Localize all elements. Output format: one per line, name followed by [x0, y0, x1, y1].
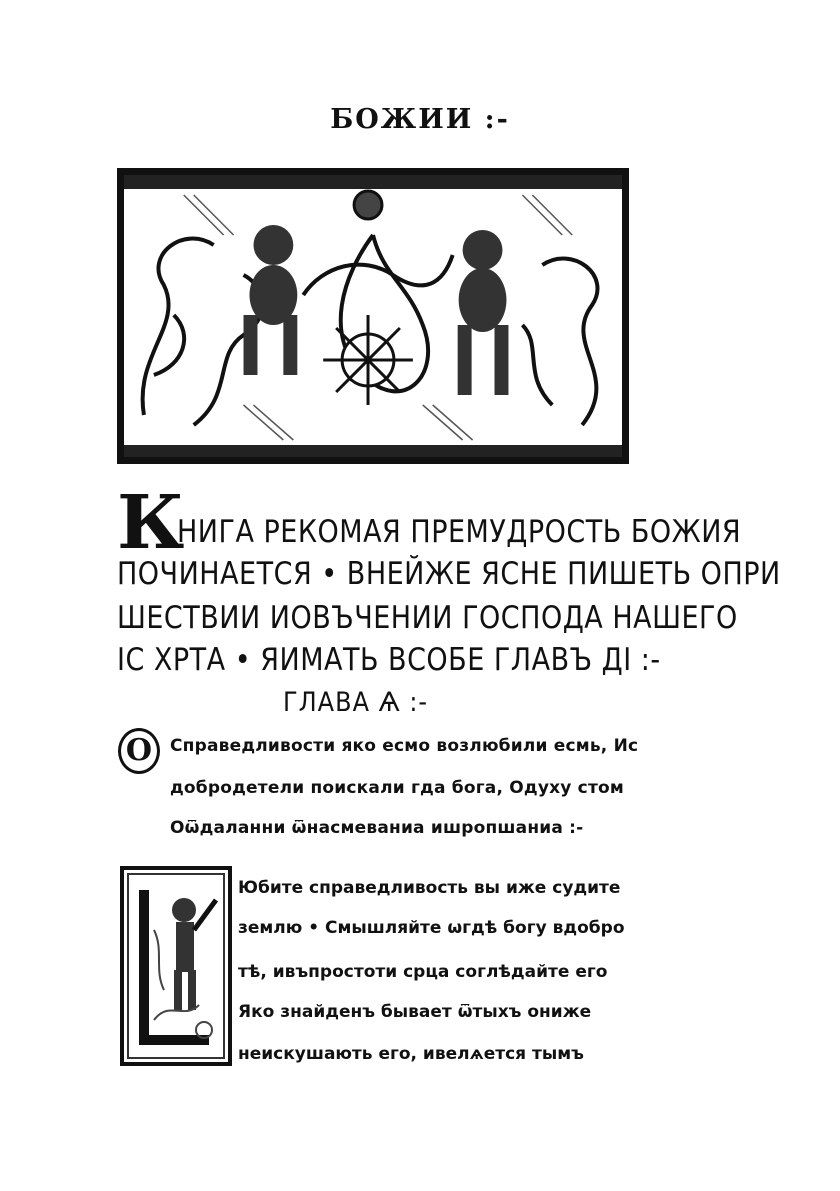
epigraph-initial: О [118, 728, 160, 774]
ornamental-woodcut-icon [124, 175, 622, 457]
body-line-1: Юбите справедливость вы иже судите [238, 878, 621, 898]
title-initial: К [117, 480, 185, 566]
body-line-2: землю • Смышляйте ѡгдѣ богу вдобро [238, 918, 625, 938]
epigraph-line-3: Оѿдаланни ѿнасмеваниа ишропшаниа :- [170, 818, 584, 838]
title-line-1: НИГА РЕКОМАЯ ПРЕМУДРОСТЬ БОЖИЯ [177, 514, 742, 550]
epigraph-line-1: Справедливости яко есмо возлюбили есмь, Ис [170, 736, 639, 756]
body-line-4: Яко знайденъ бывает ѿтыхъ ониже [238, 1002, 592, 1022]
body-line-3: тѣ, ивъпростоти срца соглѣдайте его [238, 962, 608, 982]
decorated-initial [120, 866, 232, 1066]
chapter-heading: ГЛАВА Ѧ :- [283, 686, 429, 718]
decorated-initial-icon [124, 870, 228, 1062]
title-line-2: ПОЧИНАЕТСЯ • ВНЕЙЖЕ ЯСНЕ ПИШЕТЬ ОПРИ [117, 556, 781, 592]
woodcut-illustration [117, 168, 629, 464]
title-line-4: ІС ХРТА • ЯИМАТЬ ВСОБЕ ГЛАВЪ ДІ :- [117, 642, 661, 678]
running-head: БОЖИИ :- [330, 104, 510, 135]
title-line-3: ШЕСТВИИ ИОВЪЧЕНИИ ГОСПОДА НАШЕГО [117, 600, 738, 636]
epigraph-line-2: добродетели поискали гда бога, Одуху стом [170, 778, 624, 798]
body-line-5: неискушають его, ивелѧется тымъ [238, 1044, 584, 1064]
